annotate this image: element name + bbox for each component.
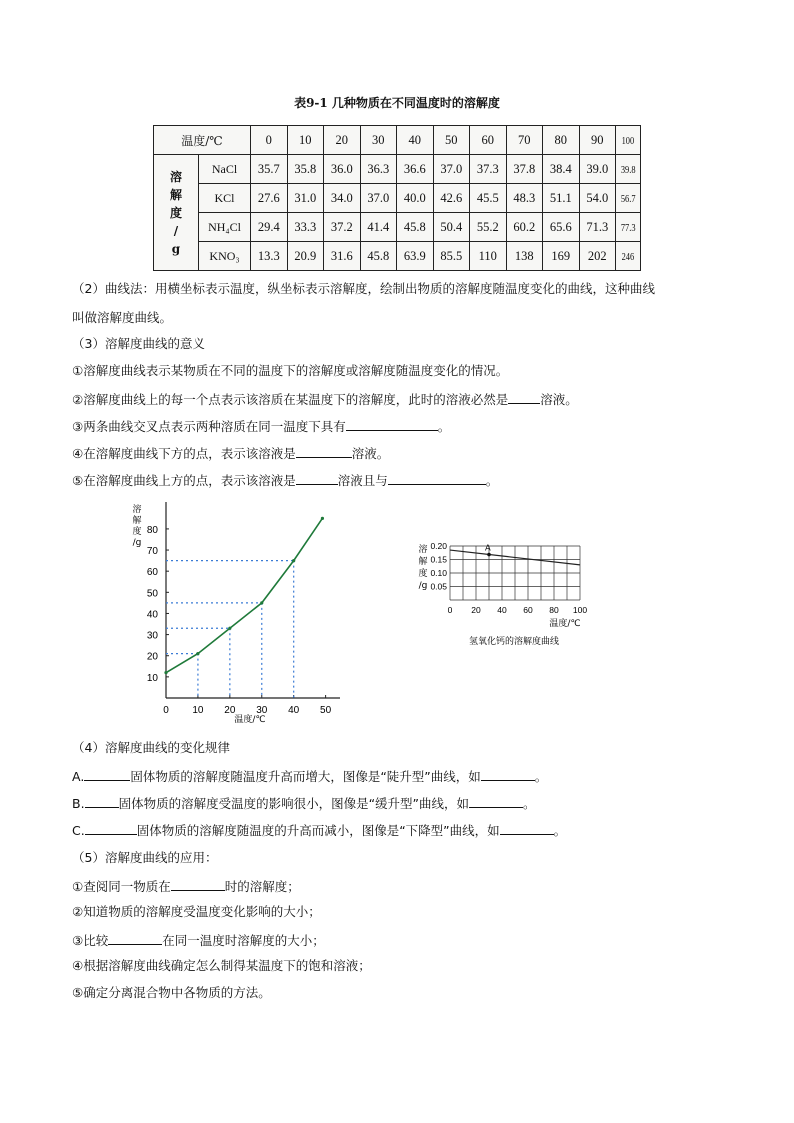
y-tick-label: 60	[146, 567, 158, 579]
fill-blank[interactable]	[481, 767, 535, 781]
value-cell: 39.0	[579, 155, 616, 184]
x-tick-label: 50	[320, 705, 332, 716]
rule-a-text: 固体物质的溶解度随温度升高而增大，图像是“陡升型”曲线，如	[130, 769, 481, 784]
value-cell: 31.0	[287, 184, 324, 213]
value-cell: 65.6	[543, 213, 580, 242]
use-1	[72, 877, 300, 895]
rule-c-label: C.	[72, 823, 85, 838]
use-1-tail: 时的溶解度；	[224, 879, 300, 894]
rule-b-text: 固体物质的溶解度受温度的影响很小，图像是“缓升型”曲线，如	[118, 796, 470, 811]
value-cell: 34.0	[324, 184, 361, 213]
x-axis-label: 温度/℃	[549, 619, 581, 629]
value-text: 39.8	[620, 164, 636, 176]
value-cell: 35.8	[287, 155, 324, 184]
value-cell: 48.3	[506, 184, 543, 213]
value-cell: 42.6	[433, 184, 470, 213]
value-cell: 37.2	[324, 213, 361, 242]
rule-b-tail: 。	[523, 796, 536, 811]
x-tick-label: 0	[163, 705, 169, 716]
meaning-3-tail: 。	[437, 419, 451, 434]
curve-point	[164, 671, 167, 674]
value-cell: 40.0	[397, 184, 434, 213]
temp-cell: 50	[433, 126, 470, 155]
fill-blank[interactable]	[85, 794, 119, 808]
value-cell: 35.7	[251, 155, 288, 184]
side-char: 溶	[169, 169, 182, 184]
point-a-label: A	[485, 542, 491, 553]
use-3-text: ③比较	[72, 933, 109, 948]
value-cell: 41.4	[360, 213, 397, 242]
y-tick-label: 0.20	[430, 541, 447, 551]
use-3	[72, 931, 325, 949]
rule-a	[72, 767, 547, 785]
value-cell: 31.6	[324, 242, 361, 271]
substance-name: NH₄Cl	[199, 213, 251, 242]
value-cell: 55.2	[470, 213, 507, 242]
value-cell: 85.5	[433, 242, 470, 271]
solubility-curve	[166, 518, 322, 672]
side-char: g	[171, 241, 181, 256]
value-cell: 27.6	[251, 184, 288, 213]
table-caption: 表9-1 几种物质在不同温度时的溶解度	[294, 96, 500, 110]
value-cell: 29.4	[251, 213, 288, 242]
curve-point	[292, 559, 295, 562]
value-cell: 202	[579, 242, 616, 271]
substance-name: NaCl	[199, 155, 251, 184]
para-4-heading: （4）溶解度曲线的变化规律	[72, 740, 230, 755]
fill-blank[interactable]	[171, 877, 225, 891]
value-text: 246	[621, 251, 635, 263]
value-cell: 51.1	[543, 184, 580, 213]
curve-point	[228, 627, 231, 630]
x-tick-label: 100	[572, 605, 588, 615]
temp-cell: 90	[579, 126, 616, 155]
y-axis-label: /g	[132, 538, 142, 548]
meaning-2-tail: 溶液。	[540, 392, 578, 407]
temp-cell: 60	[470, 126, 507, 155]
value-cell: 36.0	[324, 155, 361, 184]
value-cell: 110	[470, 242, 507, 271]
fill-blank[interactable]	[85, 821, 137, 835]
y-tick-label: 20	[146, 651, 158, 663]
y-tick-label: 70	[146, 546, 158, 558]
y-axis-label: 度	[132, 527, 142, 537]
value-cell: 37.8	[506, 155, 543, 184]
y-axis-label: 解	[418, 557, 428, 567]
rule-a-label: A.	[72, 769, 85, 784]
temp-cell: 20	[324, 126, 361, 155]
y-tick-label: 40	[146, 609, 158, 621]
y-axis-label: 度	[418, 569, 428, 579]
y-tick-label: 0.05	[430, 581, 447, 592]
x-tick-label: 20	[471, 605, 481, 615]
rule-c-text: 固体物质的溶解度随温度的升高而减小，图像是“下降型”曲线，如	[136, 823, 500, 838]
x-tick-label: 20	[224, 705, 236, 716]
value-cell: 20.9	[287, 242, 324, 271]
y-axis-label: 溶	[132, 505, 142, 515]
rule-a-tail: 。	[534, 769, 548, 784]
x-tick-label: 30	[256, 705, 268, 716]
y-tick-label: 0.15	[430, 554, 447, 565]
x-tick-label: 40	[497, 605, 507, 615]
value-cell: 13.3	[251, 242, 288, 271]
curve-point	[321, 517, 324, 520]
use-1-text: ①查阅同一物质在	[72, 879, 171, 894]
value-cell: 45.8	[360, 242, 397, 271]
y-tick-label: 10	[146, 672, 158, 684]
meaning-4-tail: 溶液。	[351, 446, 390, 461]
temp-cell: 40	[397, 126, 434, 155]
solubility-chart-left	[132, 502, 340, 725]
fill-blank[interactable]	[108, 931, 162, 945]
temp-cell: 80	[543, 126, 580, 155]
rule-b-label: B.	[72, 796, 85, 811]
y-axis-label: 溶	[418, 545, 428, 555]
value-cell: 37.0	[433, 155, 470, 184]
meaning-2-text: ②溶解度曲线上的每一个点表示该溶质在某温度下的溶解度，此时的溶液必然是	[72, 392, 509, 407]
meaning-3-text: ③两条曲线交叉点表示两种溶质在同一温度下具有	[72, 419, 346, 434]
meaning-5-tail: 。	[485, 473, 499, 488]
side-char: 度	[169, 205, 182, 220]
rule-c	[72, 821, 566, 839]
side-char: 解	[169, 187, 182, 202]
point-a	[487, 553, 491, 557]
value-cell: 33.3	[287, 213, 324, 242]
y-axis-label: /g	[418, 581, 428, 591]
y-tick-label: 0.10	[430, 568, 447, 578]
para-5-heading: （5）溶解度曲线的应用：	[72, 850, 218, 865]
caoh2-chart-right	[418, 541, 587, 647]
value-cell: 138	[506, 242, 543, 271]
use-4: ④根据溶解度曲线确定怎么制得某温度下的饱和溶液；	[72, 958, 371, 973]
value-cell: 36.3	[360, 155, 397, 184]
meaning-5-mid: 溶液且与	[337, 473, 388, 488]
x-tick-label: 40	[288, 705, 300, 716]
x-tick-label: 0	[447, 605, 453, 615]
use-5: ⑤确定分离混合物中各物质的方法。	[72, 985, 271, 1000]
y-tick-label: 30	[146, 630, 158, 642]
use-2: ②知道物质的溶解度受温度变化影响的大小；	[72, 904, 321, 919]
value-cell: 36.6	[397, 155, 434, 184]
value-cell: 60.2	[506, 213, 543, 242]
value-cell: 45.5	[470, 184, 507, 213]
value-cell: 38.4	[543, 155, 580, 184]
temp-cell: 0	[251, 126, 288, 155]
temp-cell: 70	[506, 126, 543, 155]
x-tick-label: 80	[549, 605, 559, 615]
chart-title: 氢氧化钙的溶解度曲线	[468, 637, 560, 647]
value-cell: 45.8	[397, 213, 434, 242]
substance-name: KNO₃	[199, 242, 251, 271]
y-tick-label: 50	[146, 588, 158, 600]
x-tick-label: 60	[523, 605, 533, 615]
para-2a: （2）曲线法：用横坐标表示温度，纵坐标表示溶解度，绘制出物质的溶解度随温度变化的曲线，这种曲线	[72, 281, 655, 296]
value-cell: 54.0	[579, 184, 616, 213]
temp-header: 温度/℃	[154, 126, 251, 155]
meaning-4-text: ④在溶解度曲线下方的点，表示该溶液是	[72, 446, 296, 461]
para-3-heading: （3）溶解度曲线的意义	[72, 336, 205, 351]
curve-point	[260, 601, 263, 604]
use-3-tail: 在同一温度时溶解度的大小；	[162, 933, 325, 948]
meaning-5-text: ⑤在溶解度曲线上方的点，表示该溶液是	[72, 473, 296, 488]
temp-cell: 30	[360, 126, 397, 155]
value-cell: 63.9	[397, 242, 434, 271]
rule-b	[72, 794, 536, 812]
rule-c-tail: 。	[553, 823, 567, 838]
value-cell: 37.0	[360, 184, 397, 213]
substance-name: KCl	[199, 184, 251, 213]
temp-cell: 10	[287, 126, 324, 155]
value-cell: 169	[543, 242, 580, 271]
value-text: 77.3	[620, 222, 636, 234]
value-cell: 37.3	[470, 155, 507, 184]
y-axis-label: 解	[132, 516, 142, 526]
temp-cell-text: 100	[621, 135, 635, 147]
fill-blank[interactable]	[469, 794, 523, 808]
value-text: 56.7	[620, 193, 636, 205]
value-cell: 50.4	[433, 213, 470, 242]
side-char: /	[173, 223, 179, 238]
y-tick-label: 80	[146, 524, 158, 536]
fill-blank[interactable]	[500, 821, 554, 835]
para-2b: 叫做溶解度曲线。	[72, 310, 173, 325]
curve-point	[196, 652, 199, 655]
x-axis-label: 温度/℃	[234, 715, 266, 725]
x-tick-label: 10	[192, 705, 204, 716]
fill-blank[interactable]	[84, 767, 130, 781]
value-cell: 71.3	[579, 213, 616, 242]
meaning-1: ①溶解度曲线表示某物质在不同的温度下的溶解度或溶解度随温度变化的情况。	[72, 363, 509, 378]
